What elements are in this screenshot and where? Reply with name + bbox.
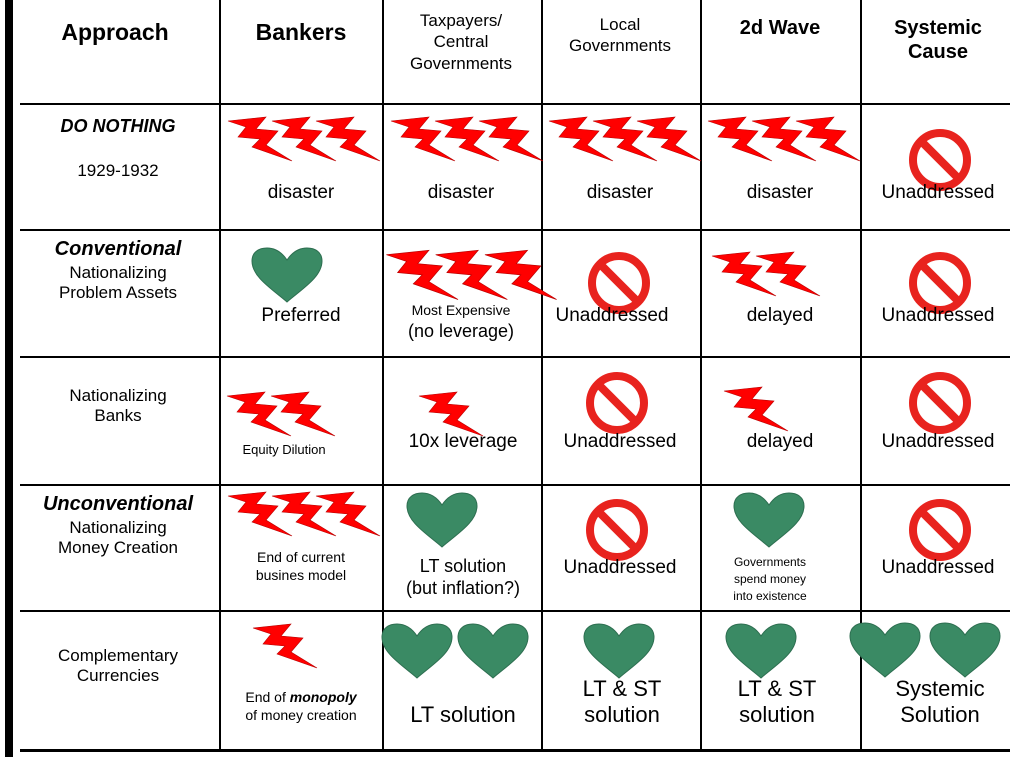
no-entry-icon [584, 497, 650, 563]
cell-taxpayers-r4: LT solution (but inflation?) [405, 556, 521, 598]
cell-local-r4: Unaddressed [563, 557, 677, 578]
heart-icon [250, 247, 324, 303]
heart-icon [724, 623, 798, 679]
lightning-icon-group [226, 490, 382, 540]
approach-years: 1929-1932 [77, 161, 159, 180]
lightning-icon-group [225, 390, 337, 440]
cell-taxpayers-r2-line1: Most Expensive [411, 302, 511, 318]
approach-do-nothing: DO NOTHING [60, 116, 176, 136]
heart-icon [582, 623, 656, 679]
cell-systemic-r5: Systemic Solution [895, 676, 985, 728]
no-entry-icon [907, 370, 973, 436]
left-border [5, 0, 13, 757]
lightning-icon-group [389, 115, 545, 165]
header-local-governments: Local Governments [568, 15, 672, 56]
column-divider [219, 0, 221, 752]
header-approach: Approach [61, 19, 169, 45]
cell-systemic-r4: Unaddressed [881, 557, 995, 578]
heart-icon [405, 492, 479, 548]
approach-unconventional: Unconventional [42, 493, 194, 515]
cell-bankers-r1: disaster [267, 182, 335, 203]
lightning-icon [419, 392, 483, 436]
cell-taxpayers-r1: disaster [427, 182, 495, 203]
cell-systemic-r3: Unaddressed [881, 431, 995, 452]
cell-wave-r5: LT & ST solution [737, 676, 817, 728]
cell-wave-r1: disaster [746, 182, 814, 203]
cell-local-r1: disaster [586, 182, 654, 203]
no-entry-icon [907, 497, 973, 563]
cell-systemic-r2: Unaddressed [881, 305, 995, 326]
no-entry-icon [584, 370, 650, 436]
heart-icon [380, 623, 454, 679]
lightning-icon-group [384, 248, 559, 304]
header-taxpayers: Taxpayers/ Central Governments [409, 11, 513, 73]
cell-bankers-r3: Equity Dilution [242, 442, 326, 457]
approach-complementary-currencies: Complementary Currencies [58, 646, 178, 686]
cell-local-r5: LT & ST solution [582, 676, 662, 728]
cell-bankers-r2: Preferred [261, 305, 341, 326]
heart-icon [848, 622, 922, 678]
cell-wave-r3: delayed [746, 431, 814, 452]
approach-nationalizing-banks: Nationalizing Banks [69, 386, 167, 426]
cell-bankers-r4: End of current busines model [255, 549, 347, 584]
lightning-icon-group [706, 115, 862, 165]
lightning-icon-group [710, 250, 822, 300]
lightning-icon [253, 624, 317, 668]
heart-icon [732, 492, 806, 548]
header-systemic-cause: Systemic Cause [894, 17, 982, 63]
cell-wave-r2: delayed [746, 305, 814, 326]
lightning-icon-group [226, 115, 382, 165]
approach-conventional: Conventional [54, 238, 182, 260]
lightning-icon-group [547, 115, 703, 165]
cell-taxpayers-r5: LT solution [410, 702, 516, 727]
heart-icon [456, 623, 530, 679]
cell-local-r3: Unaddressed [563, 431, 677, 452]
approach-nationalizing-money: Nationalizing Money Creation [57, 518, 179, 558]
cell-wave-r4: Governments spend money into existence [733, 555, 807, 603]
header-2d-wave: 2d Wave [739, 17, 821, 39]
lightning-icon [724, 387, 788, 431]
lightning-icon-group [722, 385, 790, 435]
header-bankers: Bankers [255, 19, 347, 45]
cell-bankers-r5: End of monopoly of money creation [245, 689, 357, 724]
lightning-icon-group [251, 622, 319, 672]
heart-icon [928, 622, 1002, 678]
cell-taxpayers-r2-line2: (no leverage) [407, 321, 515, 341]
cell-local-r2: Unaddressed [555, 305, 669, 326]
column-divider [541, 0, 543, 752]
cell-taxpayers-r3: 10x leverage [408, 431, 518, 452]
approach-nationalizing-assets: Nationalizing Problem Assets [58, 263, 178, 303]
cell-systemic-r1: Unaddressed [881, 182, 995, 203]
column-divider [700, 0, 702, 752]
